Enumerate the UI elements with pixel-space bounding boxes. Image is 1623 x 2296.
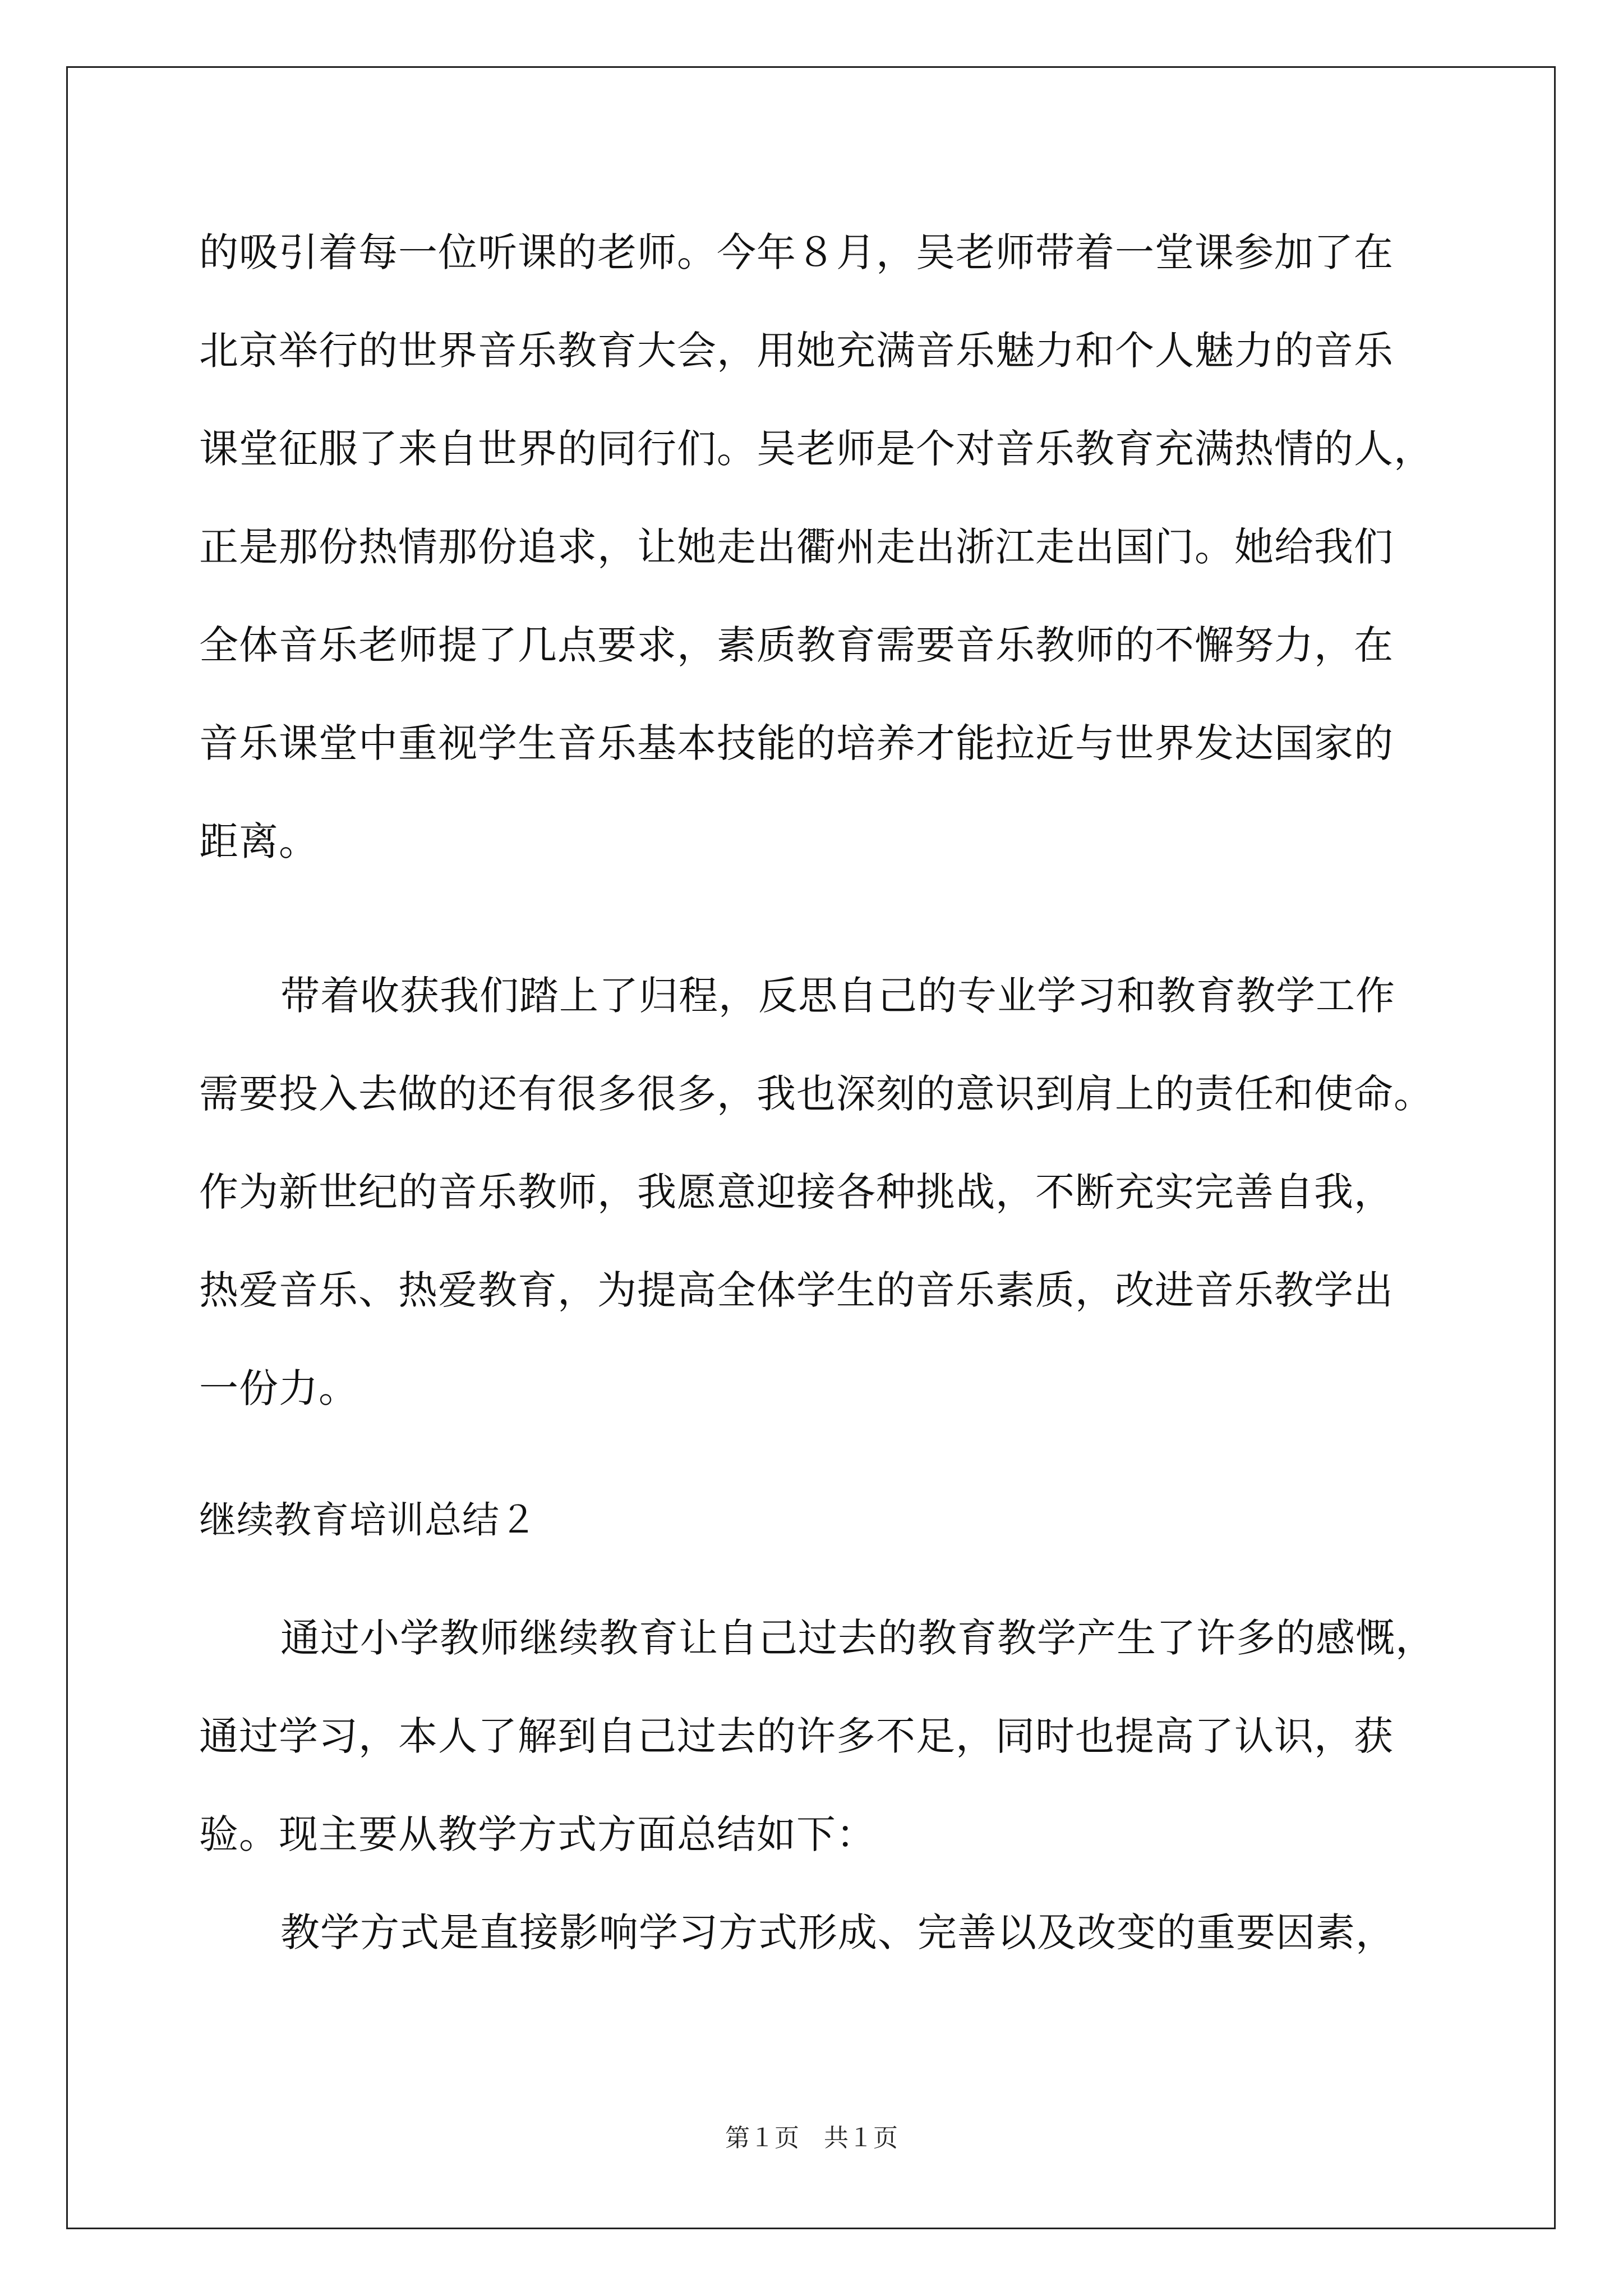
- text-line: 需要投入去做的还有很多很多，我也深刻的意识到肩上的责任和使命。: [199, 1071, 1433, 1117]
- text-line: 教学方式是直接影响学习方式形成、完善以及改变的重要因素，: [280, 1910, 1395, 1955]
- text-line: 通过小学教师继续教育让自己过去的教育教学产生了许多的感慨，: [280, 1615, 1435, 1661]
- page-border: [66, 66, 1556, 2229]
- text-line: 热爱音乐、热爱教育，为提高全体学生的音乐素质，改进音乐教学出: [199, 1267, 1394, 1313]
- text-line: 通过学习，本人了解到自己过去的许多不足，同时也提高了认识，获: [199, 1713, 1394, 1759]
- text-line: 课堂征服了来自世界的同行们。吴老师是个对音乐教育充满热情的人，: [199, 426, 1433, 472]
- text-line: 带着收获我们踏上了归程，反思自己的专业学习和教育教学工作: [280, 973, 1395, 1019]
- section-heading: 继续教育培训总结２: [199, 1498, 537, 1542]
- text-line: 全体音乐老师提了几点要求，素质教育需要音乐教师的不懈努力，在: [199, 622, 1394, 668]
- page-footer: 第１页 共１页: [725, 2124, 898, 2152]
- text-line: 一份力。: [199, 1365, 358, 1411]
- text-line: 的吸引着每一位听课的老师。今年８月，吴老师带着一堂课参加了在: [199, 229, 1394, 275]
- text-line: 距离。: [199, 818, 319, 864]
- text-line: 北京举行的世界音乐教育大会，用她充满音乐魅力和个人魅力的音乐: [199, 328, 1394, 374]
- text-line: 音乐课堂中重视学生音乐基本技能的培养才能拉近与世界发达国家的: [199, 720, 1394, 766]
- text-line: 验。现主要从教学方式方面总结如下：: [199, 1811, 876, 1857]
- text-line: 作为新世纪的音乐教师，我愿意迎接各种挑战，不断充实完善自我，: [199, 1169, 1394, 1215]
- text-line: 正是那份热情那份追求，让她走出衢州走出浙江走出国门。她给我们: [199, 524, 1394, 570]
